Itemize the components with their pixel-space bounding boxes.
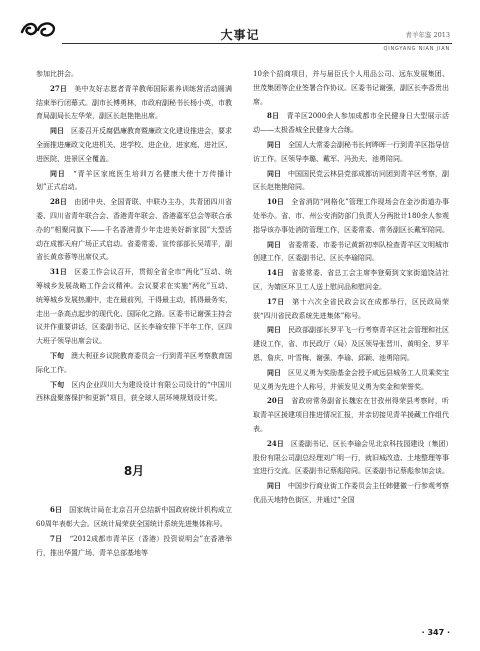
chronicle-entry	[253, 295, 449, 324]
entry-date: 24日	[267, 438, 284, 448]
entry-date: 下旬	[50, 350, 64, 360]
chronicle-entry	[253, 323, 449, 365]
entry-date: 同日	[267, 325, 281, 335]
entry-date: 同日	[50, 126, 64, 136]
entry-text: 区见义勇为奖励基金会授予咸远县城务工人员乘奖宝见义勇为先进个人称号，并颁发见义勇为奖金和荣誉奖。	[253, 368, 449, 391]
entry-text: 全国人大常委会副秘书长何晔晖一行到青羊区指导信访工作。区领导李璐、戴军、冯劲夫、池勇陪同。	[253, 140, 449, 163]
entry-date: 10日	[267, 197, 285, 207]
entry-text: 区内企业四川大为建设设计有限公司设计的“中国川西林盘聚落保护和更新”项目，获全球人居环境规划设计奖。	[36, 380, 233, 403]
entry-date: 同日	[267, 367, 281, 377]
entry-text: 民政部副部长罗平飞一行考察青羊区社会管理和社区建设工作，省、市民政厅（局）及区领导张晋川、黄明全、罗平恩、詹庆、叶雪梅、谢强、李瑜、邱颖、池勇陪同。	[253, 326, 449, 362]
entry-text: 全省消防“网格化”管理工作现场会在金沙街道办事处举办。省、市、州公安消防部门负责人分两批计180余人参观指导该办事处消防管理工作，区委常委、常务副区长戴军陪同。	[253, 198, 449, 234]
entry-date: 17日	[267, 296, 285, 306]
entry-date: 同日	[267, 239, 281, 249]
entry-date: 6日	[50, 505, 63, 515]
entry-text: 区委召开反腐倡廉教育暨廉政文化建设推进会，要求全面推进廉政文化进机关、进学校、进企业、进家庭、进社区、进医院、进景区全覆盖。	[36, 127, 232, 163]
chronicle-entry	[253, 238, 449, 267]
chronicle-entry	[253, 394, 449, 436]
entry-text: 澳大利亚乡议院教育委员会一行到青羊区考察教育国际化工作。	[36, 351, 232, 374]
page-header	[0, 0, 480, 58]
chronicle-entry	[36, 195, 232, 265]
chronicle-entry	[36, 503, 232, 532]
entry-text: 第十六次全省民政会议在成都举行，区民政局荣获“四川省民政系统先进集体”称号。	[253, 297, 450, 320]
header-divider	[62, 43, 452, 44]
entry-date: 14日	[267, 268, 285, 278]
right-column	[253, 68, 449, 508]
entry-text: 省委常委、省总工会主席李登菊到文家街道饶洁社区，为婧区环卫工人送上慰问品和慰问金。	[253, 269, 450, 291]
chronicle-entry	[36, 68, 232, 82]
entry-text: 中国步行商业街工作委员会主任韩健徽一行参观考察优品天地特色街区，并通过“全国	[253, 482, 449, 504]
entry-date: 同日	[267, 481, 281, 491]
entry-text: “2012成都市青羊区（香港）投资说明会”在香港举行，推出华置广场、青羊总部基地等	[36, 534, 233, 557]
chronicle-entry	[36, 378, 232, 407]
entry-text: “青羊区家庭医生培训万名健康大使十万传播计划”正式启动。	[36, 169, 233, 192]
entry-date: 7日	[50, 533, 63, 543]
chronicle-entry	[36, 167, 232, 196]
page-number: · 347 ·	[421, 628, 450, 637]
entry-text: 由团中央、全国青联、中联办主办，共青团四川省委、四川省青年联合会、香港青年联会、香港嘉军总会等联合承办的“相聚同旗下——千名香港青少年走进美好新家园”大型活动在成都天府广场正式启动。省委常委、宣传部部长吴靖平，副省长黄彦蓉等出席仪式。	[36, 198, 233, 262]
entry-text: 区委工作会议召开，贯彻全省全市“两化”互动、统筹城乡发展战略工作会议精神。会议要求在实施“两化”互动、统筹城乡发展热潮中，走在最前列，干得最主动，抓得最务实，走出一条高点起步的现代化、国际化之路。区委书记谢强主持会议并作重要讲话，区委副书记、区长李瑜安排下半年工作，区四大班子领导出席会议。	[36, 268, 232, 346]
entry-date: 28日	[50, 197, 68, 207]
entry-text: 10余个招商项目，并与届臣氏个人用品公司、远东发展集团、世茂集团等企业签署合作协议。区委书记谢强，副区长李香贵出席。	[253, 70, 449, 106]
chronicle-entry	[253, 195, 449, 237]
chronicle-entry	[253, 138, 449, 167]
entry-date: 27日	[50, 83, 68, 93]
chronicle-entry	[36, 82, 232, 124]
entry-text: 省政府常务副省长魏宏在甘孜州得荣县考察时，听取青羊区援建项目推进情况汇报，并亲切接见青羊援藏工作组代表。	[253, 397, 450, 433]
entry-date: 同日	[267, 168, 281, 178]
yearbook-title: 青羊年鉴 2013	[405, 31, 450, 39]
chronicle-entry	[36, 124, 232, 166]
month-heading: 8月	[123, 464, 145, 479]
entry-date: 同日	[267, 139, 281, 149]
entry-text: 青羊区2000余人参加成都市全民健身日大型展示活动——太极香城全民健身大合练。	[253, 112, 449, 135]
entry-text: 参加比拼会。	[36, 70, 78, 78]
left-column	[36, 68, 232, 560]
chronicle-entry	[253, 479, 449, 508]
chronicle-entry	[36, 265, 232, 349]
entry-date: 8日	[267, 111, 280, 121]
chronicle-entry	[36, 532, 232, 561]
chronicle-entry	[253, 109, 449, 138]
entry-text: 区委副书记、区长李瑜会见北京科技园建设（集团）股份有限公司副总经理刘广明一行，就旧城改造、土地整理等事宜进行交流。区委副书记蔡彪陪同。区委副书记蔡彪参加会谈。	[253, 439, 450, 476]
entry-date: 31日	[50, 267, 68, 277]
section-title: 大事记	[220, 28, 260, 42]
chronicle-entry	[253, 68, 449, 109]
chronicle-entry	[253, 437, 449, 479]
entry-text: 国家统计局在北京召开总结新中国政府统计机构成立60周年表彰大会。区统计局荣获全国统计系统先进集体称号。	[36, 506, 233, 528]
entry-text: 省委常委、市委书记黄新初率队检查青羊区文明城市创建工作，区委副书记、区长李瑜陪同。	[253, 240, 449, 263]
chronicle-entry	[36, 349, 232, 378]
entry-date: 同日	[50, 168, 66, 178]
entry-text: 中国国民党云林县党部成都访问团到青羊区考察，副区长赵艳艳陪同。	[253, 169, 449, 192]
chronicle-entry	[253, 366, 449, 395]
chronicle-entry	[253, 266, 449, 295]
chronicle-entry	[253, 167, 449, 196]
entry-date: 下旬	[50, 379, 65, 389]
yearbook-title-en: QINGYANG NIAN JIAN	[383, 46, 450, 52]
entry-date: 20日	[267, 396, 285, 406]
entry-text: 美中友好志愿者青羊教师国际素养训练营活动圆满结束举行闭幕式。副市长傅勇林，市政府副秘书长杨小英，市教育局副局长左华荣，副区长赵艳艳出席。	[36, 84, 233, 121]
